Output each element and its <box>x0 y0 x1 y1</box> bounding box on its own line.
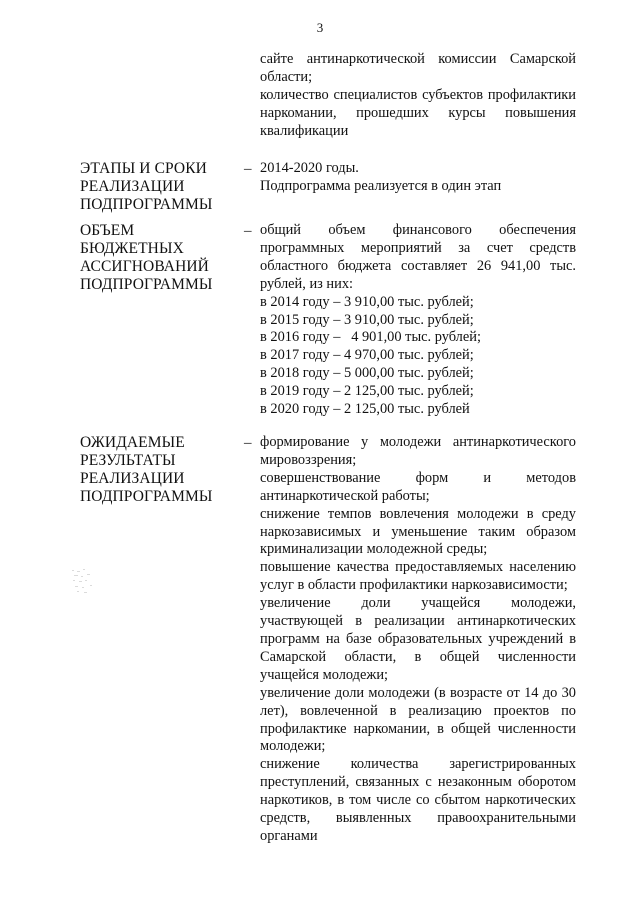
title-line: АССИГНОВАНИЙ <box>80 258 209 275</box>
budget-year-row: в 2018 году – 5 000,00 тыс. рублей; <box>260 365 474 382</box>
continuation-body <box>260 51 576 141</box>
title-line: ОБЪЕМ <box>80 222 135 239</box>
results-item: повышение качества предоставляемых населению услуг в области профилактики наркозависимости; <box>260 559 576 594</box>
results-item: формирование у молодежи антинаркотического мировоззрения; <box>260 434 576 468</box>
stages-dash: – <box>244 161 252 177</box>
title-line: РЕЗУЛЬТАТЫ <box>80 452 176 469</box>
results-dash: – <box>244 435 252 451</box>
stages-period: 2014-2020 годы. <box>260 160 359 176</box>
results-item: увеличение доли учащейся молодежи, участвующей в реализации антинаркотических программ на базе образовательных учреждений в Самарской области, в общей численности учащейся молодежи; <box>260 595 576 683</box>
budget-year-row: в 2019 году – 2 125,00 тыс. рублей; <box>260 383 474 400</box>
budget-body <box>260 222 576 419</box>
title-line: РЕАЛИЗАЦИИ <box>80 470 185 487</box>
results-item: совершенствование форм и методов антинаркотической работы; <box>260 469 576 504</box>
results-body <box>260 434 576 846</box>
continuation-paragraph: сайте антинаркотической комиссии Самарской области; <box>260 51 576 85</box>
budget-year-row: в 2015 году – 3 910,00 тыс. рублей; <box>260 311 474 328</box>
title-line: БЮДЖЕТНЫХ <box>80 240 184 257</box>
budget-year-row: в 2017 году – 4 970,00 тыс. рублей; <box>260 347 474 364</box>
title-line: ПОДПРОГРАММЫ <box>80 276 213 293</box>
budget-year-row: в 2020 году – 2 125,00 тыс. рублей <box>260 401 470 418</box>
title-line: ОЖИДАЕМЫЕ <box>80 434 185 451</box>
budget-intro: общий объем финансового обеспечения программных мероприятий за счет средств областного бюджета составляет 26 941,00 тыс. рублей, из них: <box>260 222 576 292</box>
stages-title <box>80 160 230 214</box>
title-line: ПОДПРОГРАММЫ <box>80 196 213 213</box>
page-number: 3 <box>316 20 324 35</box>
budget-year-row: в 2016 году – 4 901,00 тыс. рублей; <box>260 329 481 346</box>
budget-title <box>80 222 230 294</box>
budget-dash: – <box>244 223 252 239</box>
results-item: снижение количества зарегистрированных преступлений, связанных с незаконным оборотом наркотиков, в том числе со сбытом наркотических средств, выявленных правоохранительными органами <box>260 756 576 844</box>
title-line: ПОДПРОГРАММЫ <box>80 488 213 505</box>
budget-year-row: в 2014 году – 3 910,00 тыс. рублей; <box>260 293 474 310</box>
stages-note: Подпрограмма реализуется в один этап <box>260 177 502 194</box>
continuation-paragraph: количество специалистов субъектов профилактики наркомании, прошедших курсы повышения квалификации <box>260 86 576 139</box>
results-title <box>80 434 230 506</box>
title-line: РЕАЛИЗАЦИИ <box>80 178 185 195</box>
results-item: увеличение доли молодежи (в возрасте от 14 до 30 лет), вовлеченной в реализацию проектов по профилактике наркомании, в общей численности молодежи; <box>260 684 576 755</box>
title-line: ЭТАПЫ И СРОКИ <box>80 160 207 177</box>
results-item: снижение темпов вовлечения молодежи в среду наркозависимых и уменьшение таким образом криминализации молодежной среды; <box>260 505 576 558</box>
stages-body <box>260 160 576 196</box>
scan-artifact <box>70 568 100 594</box>
